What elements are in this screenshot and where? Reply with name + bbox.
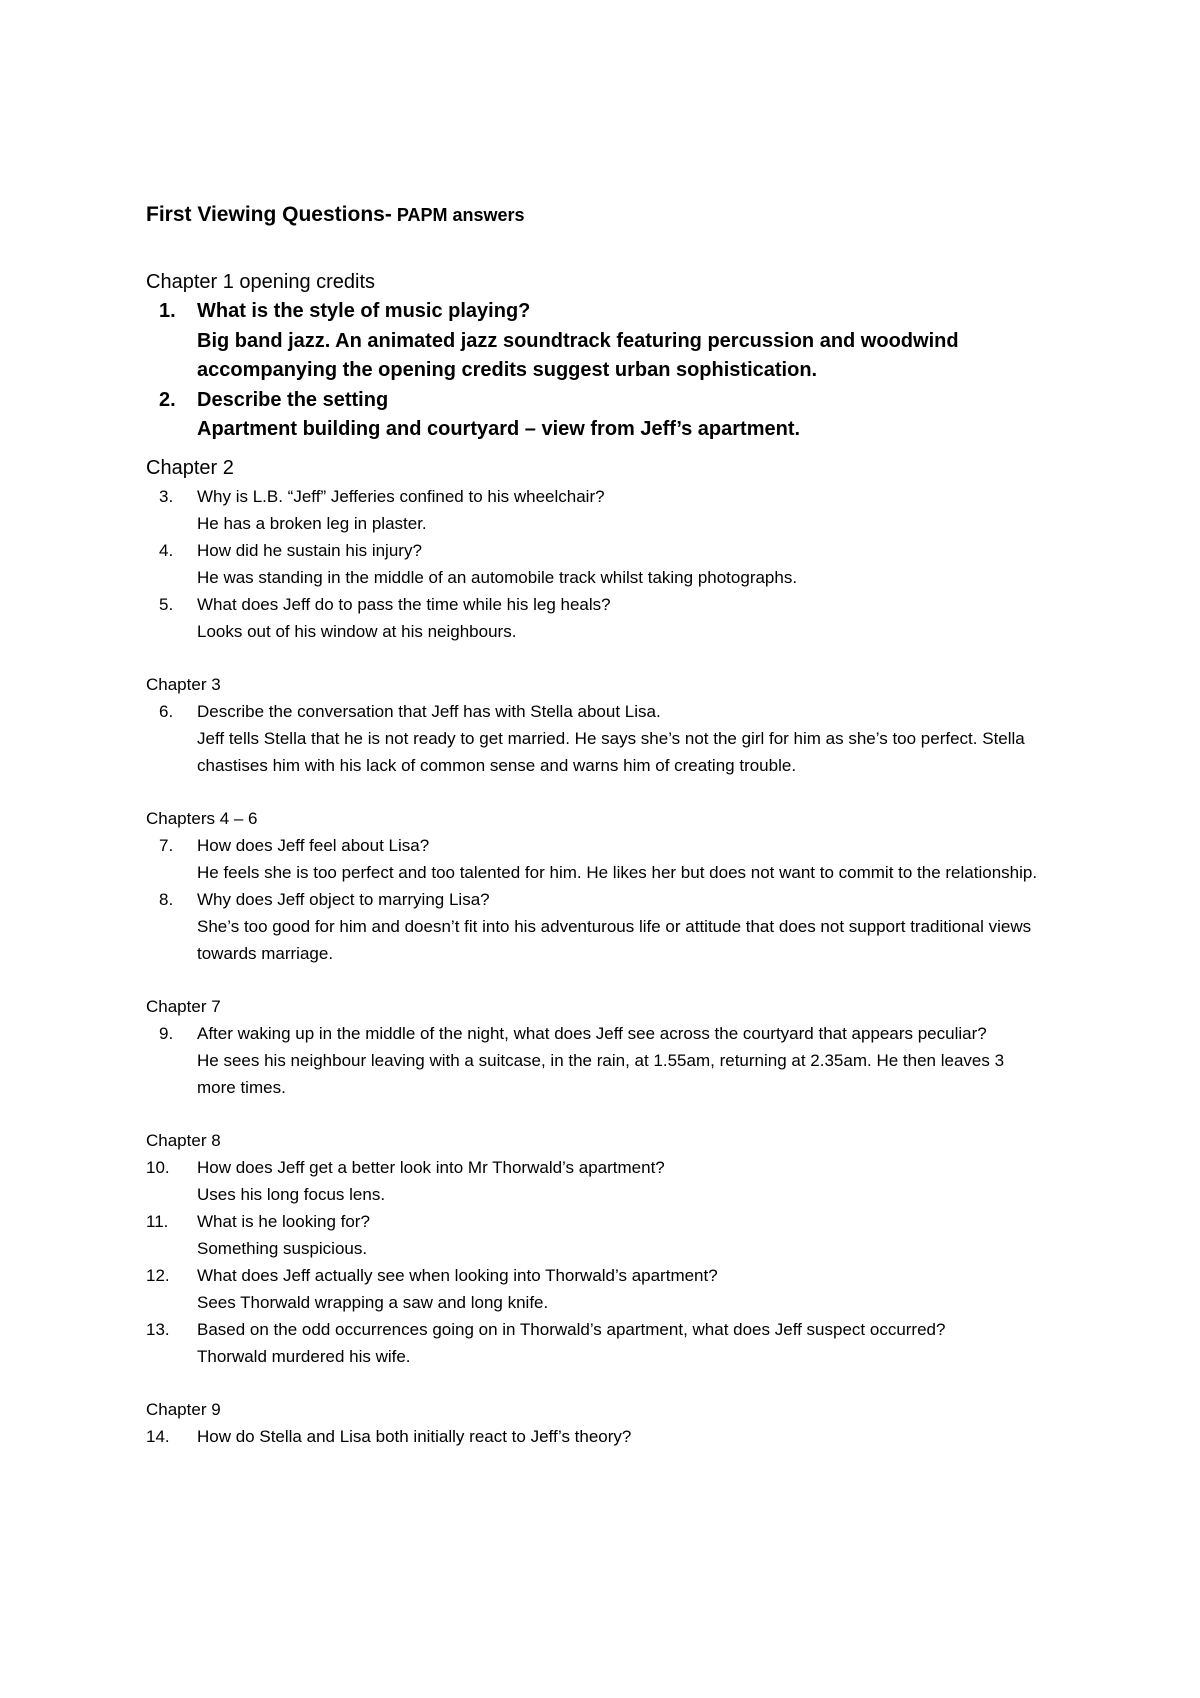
section-chapter-1 bbox=[146, 267, 1046, 445]
question-text: Why does Jeff object to marrying Lisa? bbox=[197, 889, 490, 909]
answer-text: Uses his long focus lens. bbox=[197, 1184, 386, 1204]
question-text: What does Jeff do to pass the time while his leg heals? bbox=[197, 594, 611, 614]
answer-text: Apartment building and courtyard – view from Jeff’s apartment. bbox=[197, 418, 801, 440]
answer-text: Sees Thorwald wrapping a saw and long knife. bbox=[197, 1292, 549, 1312]
question-number: 4. bbox=[159, 540, 174, 560]
question-item bbox=[146, 1316, 1046, 1370]
section-chapter-9 bbox=[146, 1396, 1046, 1450]
question-item bbox=[146, 832, 1046, 886]
question-number: 8. bbox=[159, 889, 174, 909]
chapter-heading: Chapter 8 bbox=[146, 1130, 221, 1150]
question-list bbox=[146, 297, 1046, 445]
section-chapter-3 bbox=[146, 671, 1046, 779]
page-title bbox=[146, 196, 1046, 229]
question-number: 9. bbox=[159, 1023, 174, 1043]
question-number: 6. bbox=[159, 701, 174, 721]
question-text: Why is L.B. “Jeff” Jefferies confined to his wheelchair? bbox=[197, 486, 605, 506]
question-number: 10. bbox=[146, 1157, 170, 1177]
question-text: How do Stella and Lisa both initially react to Jeff’s theory? bbox=[197, 1426, 632, 1446]
question-number: 12. bbox=[146, 1265, 170, 1285]
question-list bbox=[146, 832, 1046, 967]
answer-text: Thorwald murdered his wife. bbox=[197, 1346, 411, 1366]
title-sub: PAPM answers bbox=[391, 205, 525, 225]
question-text: After waking up in the middle of the night, what does Jeff see across the courtyard that appears peculiar? bbox=[197, 1023, 987, 1043]
question-number: 3. bbox=[159, 486, 174, 506]
question-text: What is he looking for? bbox=[197, 1211, 370, 1231]
title-main: First Viewing Questions- bbox=[146, 203, 392, 226]
question-text: Based on the odd occurrences going on in Thorwald’s apartment, what does Jeff suspect occurred? bbox=[197, 1319, 946, 1339]
question-item bbox=[146, 386, 1046, 445]
question-item bbox=[146, 1262, 1046, 1316]
chapter-heading: Chapter 1 opening credits bbox=[146, 271, 376, 293]
question-item bbox=[146, 537, 1046, 591]
question-item bbox=[146, 698, 1046, 779]
answer-text: He feels she is too perfect and too talented for him. He likes her but does not want to commit to the relationship. bbox=[197, 862, 1038, 882]
chapter-heading: Chapter 2 bbox=[146, 456, 234, 479]
answer-text: Big band jazz. An animated jazz soundtrack featuring percussion and woodwind accompanying the opening credits suggest urban sophistication. bbox=[197, 329, 959, 381]
question-item bbox=[146, 1423, 1046, 1450]
question-list bbox=[146, 1020, 1046, 1101]
question-number: 14. bbox=[146, 1426, 170, 1446]
answer-text: She’s too good for him and doesn’t fit into his adventurous life or attitude that does not support traditional views towards marriage. bbox=[197, 916, 1032, 963]
question-list bbox=[146, 698, 1046, 779]
answer-text: Something suspicious. bbox=[197, 1238, 368, 1258]
question-list bbox=[146, 1423, 1046, 1450]
chapter-heading: Chapter 9 bbox=[146, 1399, 221, 1419]
question-text: Describe the setting bbox=[197, 388, 389, 411]
document-body bbox=[146, 196, 1046, 1450]
question-text: What does Jeff actually see when looking into Thorwald’s apartment? bbox=[197, 1265, 718, 1285]
question-item bbox=[146, 1208, 1046, 1262]
question-list bbox=[146, 1154, 1046, 1370]
question-number: 13. bbox=[146, 1319, 170, 1339]
question-item bbox=[146, 483, 1046, 537]
chapter-heading: Chapters 4 – 6 bbox=[146, 808, 258, 828]
answer-text: He sees his neighbour leaving with a suitcase, in the rain, at 1.55am, returning at 2.35am. He then leaves 3 more times. bbox=[197, 1050, 1005, 1097]
question-text: What is the style of music playing? bbox=[197, 300, 531, 322]
question-text: How does Jeff feel about Lisa? bbox=[197, 835, 430, 855]
question-item bbox=[146, 297, 1046, 386]
section-chapter-8 bbox=[146, 1127, 1046, 1370]
answer-text: He was standing in the middle of an automobile track whilst taking photographs. bbox=[197, 567, 798, 587]
section-chapters-4-6 bbox=[146, 805, 1046, 967]
question-item bbox=[146, 886, 1046, 967]
question-item bbox=[146, 591, 1046, 645]
chapter-heading: Chapter 7 bbox=[146, 996, 221, 1016]
answer-text: Jeff tells Stella that he is not ready to get married. He says she’s not the girl for him as she’s too perfect. Stella chastises him with his lack of common sense and warns him of creating trouble. bbox=[197, 728, 1025, 775]
question-number: 2. bbox=[159, 388, 176, 411]
chapter-heading: Chapter 3 bbox=[146, 674, 221, 694]
question-text: Describe the conversation that Jeff has with Stella about Lisa. bbox=[197, 701, 661, 721]
question-item bbox=[146, 1154, 1046, 1208]
answer-text: Looks out of his window at his neighbours. bbox=[197, 621, 517, 641]
question-number: 11. bbox=[146, 1211, 169, 1231]
section-chapter-7 bbox=[146, 993, 1046, 1101]
question-item bbox=[146, 1020, 1046, 1101]
answer-text: He has a broken leg in plaster. bbox=[197, 513, 427, 533]
question-number: 5. bbox=[159, 594, 174, 614]
question-number: 7. bbox=[159, 835, 174, 855]
question-text: How does Jeff get a better look into Mr Thorwald’s apartment? bbox=[197, 1157, 665, 1177]
section-chapter-2 bbox=[146, 453, 1046, 645]
question-number: 1. bbox=[159, 300, 176, 322]
question-text: How did he sustain his injury? bbox=[197, 540, 422, 560]
question-list bbox=[146, 483, 1046, 645]
